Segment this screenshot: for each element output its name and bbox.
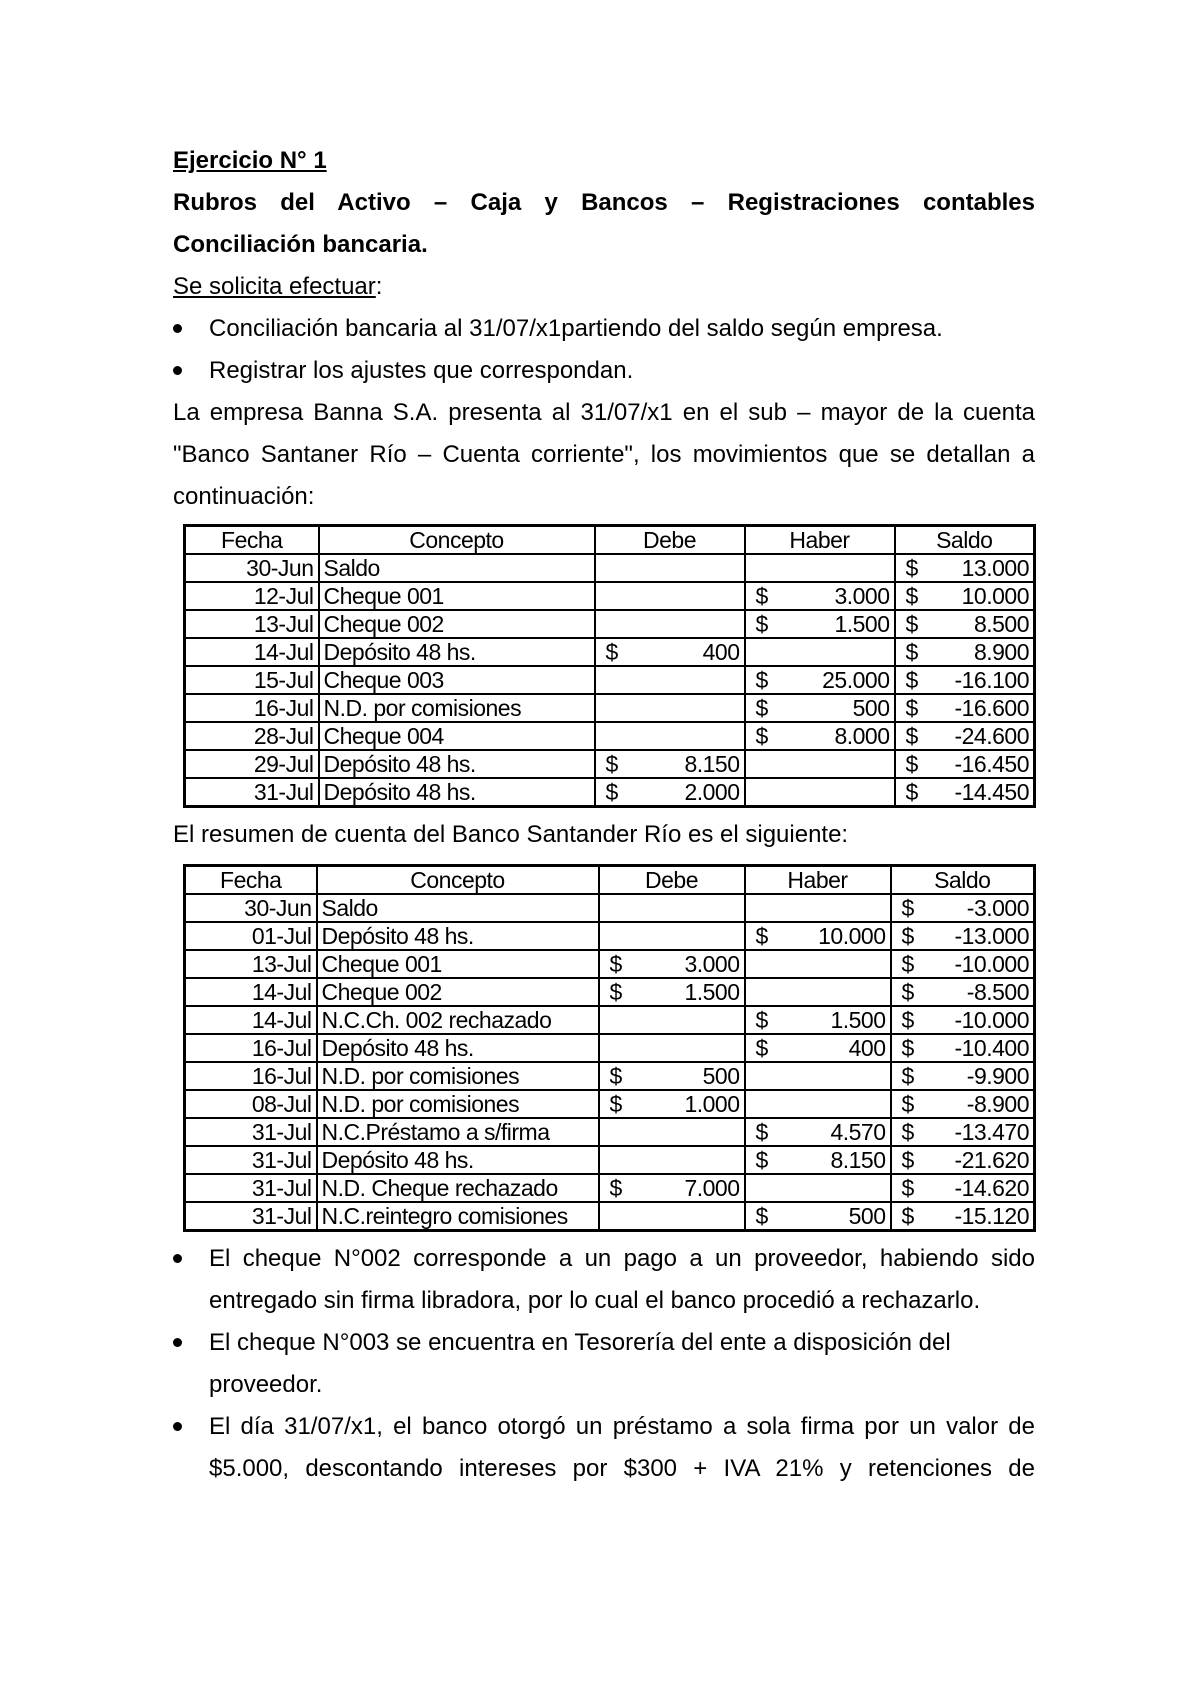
cell-saldo bbox=[895, 778, 1035, 807]
cell-fecha: 30-Jun bbox=[185, 894, 317, 922]
bank-intro: El resumen de cuenta del Banco Santander Río es el siguiente: bbox=[173, 821, 849, 848]
amount-saldo: -9.900 bbox=[966, 1063, 1029, 1089]
note2-line2: proveedor. bbox=[209, 1371, 323, 1398]
amount-saldo: -8.500 bbox=[966, 979, 1029, 1005]
intro-line3: continuación: bbox=[173, 483, 315, 510]
cell-debe bbox=[599, 1006, 745, 1034]
currency-symbol: $ bbox=[609, 1175, 622, 1201]
cell-debe bbox=[599, 1174, 745, 1202]
cell-saldo bbox=[891, 1006, 1035, 1034]
currency-symbol: $ bbox=[901, 895, 914, 921]
amount-debe: 500 bbox=[702, 1063, 740, 1089]
cell-saldo bbox=[891, 1062, 1035, 1090]
amount-saldo: -15.120 bbox=[954, 1203, 1029, 1229]
currency-symbol: $ bbox=[755, 1147, 768, 1173]
amount-saldo: -13.000 bbox=[954, 923, 1029, 949]
header-fecha: Fecha bbox=[185, 866, 317, 895]
cell-saldo bbox=[891, 1034, 1035, 1062]
header-concepto: Concepto bbox=[317, 866, 599, 895]
cell-fecha: 13-Jul bbox=[185, 610, 319, 638]
cell-haber bbox=[745, 694, 895, 722]
amount-haber: 500 bbox=[852, 695, 890, 721]
table-row bbox=[185, 610, 1035, 638]
currency-symbol: $ bbox=[755, 583, 768, 609]
cell-debe bbox=[599, 1034, 745, 1062]
table-row bbox=[185, 1034, 1035, 1062]
cell-fecha: 01-Jul bbox=[185, 922, 317, 950]
amount-saldo: -16.600 bbox=[954, 695, 1029, 721]
amount-saldo: -21.620 bbox=[954, 1147, 1029, 1173]
cell-haber bbox=[745, 666, 895, 694]
cell-concepto: Cheque 002 bbox=[319, 610, 595, 638]
cell-haber bbox=[745, 554, 895, 582]
cell-debe bbox=[595, 694, 745, 722]
cell-fecha: 14-Jul bbox=[185, 978, 317, 1006]
table-row bbox=[185, 1118, 1035, 1146]
table-row bbox=[185, 722, 1035, 750]
cell-saldo bbox=[891, 894, 1035, 922]
cell-fecha: 31-Jul bbox=[185, 1174, 317, 1202]
cell-saldo bbox=[895, 638, 1035, 666]
table-row bbox=[185, 666, 1035, 694]
request-item: Conciliación bancaria al 31/07/x1partiendo del saldo según empresa. bbox=[173, 308, 1035, 350]
header-debe: Debe bbox=[599, 866, 745, 895]
amount-debe: 7.000 bbox=[684, 1175, 740, 1201]
cell-haber bbox=[745, 1006, 891, 1034]
currency-symbol: $ bbox=[755, 723, 768, 749]
header-haber: Haber bbox=[745, 866, 891, 895]
exercise-subtitle-line1: Rubros del Activo – Caja y Bancos – Registraciones contables bbox=[173, 189, 1035, 216]
cell-debe bbox=[599, 894, 745, 922]
cell-saldo bbox=[891, 1090, 1035, 1118]
cell-concepto: N.D. por comisiones bbox=[317, 1090, 599, 1118]
currency-symbol: $ bbox=[905, 695, 918, 721]
currency-symbol: $ bbox=[901, 1007, 914, 1033]
cell-saldo bbox=[891, 950, 1035, 978]
currency-symbol: $ bbox=[901, 1147, 914, 1173]
amount-debe: 1.500 bbox=[684, 979, 740, 1005]
currency-symbol: $ bbox=[755, 1007, 768, 1033]
request-item: Registrar los ajustes que correspondan. bbox=[173, 350, 1035, 392]
header-saldo: Saldo bbox=[895, 526, 1035, 555]
currency-symbol: $ bbox=[901, 1175, 914, 1201]
table-row bbox=[185, 950, 1035, 978]
table-row bbox=[185, 922, 1035, 950]
currency-symbol: $ bbox=[901, 951, 914, 977]
note3-line2: $5.000, descontando intereses por $300 + IVA 21% y retenciones de bbox=[209, 1455, 1035, 1482]
cell-debe bbox=[599, 950, 745, 978]
cell-concepto: Cheque 004 bbox=[319, 722, 595, 750]
table-row bbox=[185, 1146, 1035, 1174]
cell-fecha: 31-Jul bbox=[185, 1202, 317, 1231]
cell-haber bbox=[745, 894, 891, 922]
amount-debe: 8.150 bbox=[684, 751, 740, 777]
cell-concepto: N.C.reintegro comisiones bbox=[317, 1202, 599, 1231]
cell-concepto: Depósito 48 hs. bbox=[317, 1034, 599, 1062]
cell-haber bbox=[745, 610, 895, 638]
cell-concepto: Depósito 48 hs. bbox=[317, 1146, 599, 1174]
amount-debe: 3.000 bbox=[684, 951, 740, 977]
amount-haber: 1.500 bbox=[834, 611, 890, 637]
currency-symbol: $ bbox=[755, 611, 768, 637]
header-haber: Haber bbox=[745, 526, 895, 555]
currency-symbol: $ bbox=[905, 583, 918, 609]
cell-concepto: Depósito 48 hs. bbox=[317, 922, 599, 950]
cell-concepto: N.D. Cheque rechazado bbox=[317, 1174, 599, 1202]
cell-fecha: 14-Jul bbox=[185, 638, 319, 666]
cell-saldo bbox=[895, 722, 1035, 750]
cell-haber bbox=[745, 1034, 891, 1062]
amount-saldo: -16.450 bbox=[954, 751, 1029, 777]
cell-haber bbox=[745, 778, 895, 807]
cell-haber bbox=[745, 750, 895, 778]
cell-fecha: 16-Jul bbox=[185, 1034, 317, 1062]
company-ledger-table bbox=[183, 524, 1036, 808]
table-row bbox=[185, 1062, 1035, 1090]
cell-debe bbox=[595, 638, 745, 666]
table-row bbox=[185, 638, 1035, 666]
cell-debe bbox=[595, 722, 745, 750]
bank-statement-table bbox=[183, 864, 1036, 1232]
currency-symbol: $ bbox=[605, 779, 618, 805]
cell-haber bbox=[745, 1174, 891, 1202]
cell-saldo bbox=[895, 610, 1035, 638]
bank-statement-body bbox=[185, 894, 1035, 1231]
amount-saldo: -13.470 bbox=[954, 1119, 1029, 1145]
cell-saldo bbox=[891, 922, 1035, 950]
cell-haber bbox=[745, 922, 891, 950]
cell-concepto: N.D. por comisiones bbox=[319, 694, 595, 722]
cell-haber bbox=[745, 638, 895, 666]
table-row bbox=[185, 978, 1035, 1006]
document-body bbox=[173, 140, 1035, 1490]
amount-haber: 10.000 bbox=[818, 923, 886, 949]
currency-symbol: $ bbox=[755, 1119, 768, 1145]
amount-haber: 25.000 bbox=[822, 667, 890, 693]
cell-fecha: 14-Jul bbox=[185, 1006, 317, 1034]
header-saldo: Saldo bbox=[891, 866, 1035, 895]
currency-symbol: $ bbox=[901, 1035, 914, 1061]
cell-saldo bbox=[891, 1174, 1035, 1202]
intro-line2: "Banco Santaner Río – Cuenta corriente", los movimientos que se detallan a bbox=[173, 441, 1035, 468]
header-fecha: Fecha bbox=[185, 526, 319, 555]
amount-haber: 500 bbox=[848, 1203, 886, 1229]
amount-debe: 2.000 bbox=[684, 779, 740, 805]
table-row bbox=[185, 582, 1035, 610]
cell-haber bbox=[745, 1118, 891, 1146]
note1-line2: entregado sin firma libradora, por lo cual el banco procedió a rechazarlo. bbox=[209, 1287, 981, 1314]
exercise-subtitle-line2: Conciliación bancaria. bbox=[173, 231, 428, 258]
currency-symbol: $ bbox=[905, 779, 918, 805]
amount-haber: 8.150 bbox=[830, 1147, 886, 1173]
cell-fecha: 12-Jul bbox=[185, 582, 319, 610]
amount-debe: 400 bbox=[702, 639, 740, 665]
table-row bbox=[185, 778, 1035, 807]
cell-debe bbox=[595, 610, 745, 638]
cell-saldo bbox=[895, 582, 1035, 610]
cell-debe bbox=[599, 978, 745, 1006]
cell-debe bbox=[599, 922, 745, 950]
table-row bbox=[185, 694, 1035, 722]
cell-saldo bbox=[891, 1146, 1035, 1174]
cell-debe bbox=[599, 1090, 745, 1118]
table-row bbox=[185, 1006, 1035, 1034]
cell-debe bbox=[599, 1146, 745, 1174]
table-header-row bbox=[185, 526, 1035, 555]
note3-line1: El día 31/07/x1, el banco otorgó un préstamo a sola firma por un valor de bbox=[173, 1406, 1035, 1448]
request-label: Se solicita efectuar bbox=[173, 273, 376, 300]
cell-fecha: 16-Jul bbox=[185, 1062, 317, 1090]
currency-symbol: $ bbox=[901, 1119, 914, 1145]
currency-symbol: $ bbox=[901, 1091, 914, 1117]
amount-saldo: 10.000 bbox=[961, 583, 1029, 609]
currency-symbol: $ bbox=[901, 1063, 914, 1089]
cell-concepto: Depósito 48 hs. bbox=[319, 778, 595, 807]
table-row bbox=[185, 1202, 1035, 1231]
cell-fecha: 31-Jul bbox=[185, 1146, 317, 1174]
note1-line1: El cheque N°002 corresponde a un pago a un proveedor, habiendo sido bbox=[173, 1238, 1035, 1280]
cell-concepto: N.C.Ch. 002 rechazado bbox=[317, 1006, 599, 1034]
cell-debe bbox=[595, 554, 745, 582]
cell-concepto: Cheque 002 bbox=[317, 978, 599, 1006]
amount-haber: 1.500 bbox=[830, 1007, 886, 1033]
amount-saldo: 13.000 bbox=[961, 555, 1029, 581]
cell-fecha: 08-Jul bbox=[185, 1090, 317, 1118]
currency-symbol: $ bbox=[905, 639, 918, 665]
cell-fecha: 28-Jul bbox=[185, 722, 319, 750]
intro-line1: La empresa Banna S.A. presenta al 31/07/x1 en el sub – mayor de la cuenta bbox=[173, 399, 1035, 426]
amount-haber: 400 bbox=[848, 1035, 886, 1061]
request-colon: : bbox=[375, 273, 383, 300]
currency-symbol: $ bbox=[905, 667, 918, 693]
cell-haber bbox=[745, 1146, 891, 1174]
table-row bbox=[185, 750, 1035, 778]
amount-saldo: -16.100 bbox=[954, 667, 1029, 693]
cell-concepto: Cheque 003 bbox=[319, 666, 595, 694]
cell-debe bbox=[595, 582, 745, 610]
cell-haber bbox=[745, 950, 891, 978]
currency-symbol: $ bbox=[905, 751, 918, 777]
cell-concepto: Cheque 001 bbox=[317, 950, 599, 978]
amount-saldo: -14.620 bbox=[954, 1175, 1029, 1201]
cell-haber bbox=[745, 722, 895, 750]
amount-saldo: 8.500 bbox=[973, 611, 1029, 637]
cell-debe bbox=[595, 778, 745, 807]
currency-symbol: $ bbox=[605, 639, 618, 665]
cell-concepto: N.D. por comisiones bbox=[317, 1062, 599, 1090]
amount-haber: 8.000 bbox=[834, 723, 890, 749]
amount-saldo: -8.900 bbox=[966, 1091, 1029, 1117]
header-debe: Debe bbox=[595, 526, 745, 555]
cell-saldo bbox=[895, 666, 1035, 694]
currency-symbol: $ bbox=[755, 695, 768, 721]
cell-fecha: 13-Jul bbox=[185, 950, 317, 978]
exercise-title: Ejercicio N° 1 bbox=[173, 147, 327, 174]
cell-saldo bbox=[891, 978, 1035, 1006]
currency-symbol: $ bbox=[609, 979, 622, 1005]
cell-concepto: Depósito 48 hs. bbox=[319, 638, 595, 666]
cell-fecha: 31-Jul bbox=[185, 778, 319, 807]
cell-fecha: 16-Jul bbox=[185, 694, 319, 722]
cell-debe bbox=[595, 666, 745, 694]
currency-symbol: $ bbox=[609, 1091, 622, 1117]
table-header-row bbox=[185, 866, 1035, 895]
cell-haber bbox=[745, 978, 891, 1006]
amount-haber: 4.570 bbox=[830, 1119, 886, 1145]
cell-saldo bbox=[895, 554, 1035, 582]
cell-concepto: Cheque 001 bbox=[319, 582, 595, 610]
request-heading bbox=[173, 266, 1035, 308]
currency-symbol: $ bbox=[905, 611, 918, 637]
currency-symbol: $ bbox=[901, 1203, 914, 1229]
table-row bbox=[185, 1174, 1035, 1202]
currency-symbol: $ bbox=[609, 1063, 622, 1089]
table-row bbox=[185, 894, 1035, 922]
note2-line1: El cheque N°003 se encuentra en Tesorería del ente a disposición del bbox=[173, 1322, 1035, 1364]
cell-fecha: 29-Jul bbox=[185, 750, 319, 778]
cell-concepto: N.C.Préstamo a s/firma bbox=[317, 1118, 599, 1146]
amount-saldo: -10.000 bbox=[954, 951, 1029, 977]
amount-debe: 1.000 bbox=[684, 1091, 740, 1117]
amount-saldo: -24.600 bbox=[954, 723, 1029, 749]
amount-saldo: -10.400 bbox=[954, 1035, 1029, 1061]
amount-saldo: -10.000 bbox=[954, 1007, 1029, 1033]
cell-saldo bbox=[891, 1118, 1035, 1146]
cell-haber bbox=[745, 1202, 891, 1231]
amount-saldo: -14.450 bbox=[954, 779, 1029, 805]
amount-haber: 3.000 bbox=[834, 583, 890, 609]
currency-symbol: $ bbox=[609, 951, 622, 977]
currency-symbol: $ bbox=[901, 923, 914, 949]
cell-concepto: Depósito 48 hs. bbox=[319, 750, 595, 778]
currency-symbol: $ bbox=[755, 667, 768, 693]
currency-symbol: $ bbox=[905, 555, 918, 581]
cell-saldo bbox=[891, 1202, 1035, 1231]
currency-symbol: $ bbox=[605, 751, 618, 777]
cell-debe bbox=[599, 1202, 745, 1231]
table-row bbox=[185, 554, 1035, 582]
currency-symbol: $ bbox=[905, 723, 918, 749]
amount-saldo: 8.900 bbox=[973, 639, 1029, 665]
cell-saldo bbox=[895, 694, 1035, 722]
currency-symbol: $ bbox=[755, 923, 768, 949]
cell-concepto: Saldo bbox=[317, 894, 599, 922]
company-ledger-body bbox=[185, 554, 1035, 807]
currency-symbol: $ bbox=[755, 1035, 768, 1061]
cell-debe bbox=[599, 1118, 745, 1146]
cell-debe bbox=[595, 750, 745, 778]
currency-symbol: $ bbox=[755, 1203, 768, 1229]
cell-debe bbox=[599, 1062, 745, 1090]
currency-symbol: $ bbox=[901, 979, 914, 1005]
amount-saldo: -3.000 bbox=[966, 895, 1029, 921]
cell-haber bbox=[745, 1062, 891, 1090]
cell-saldo bbox=[895, 750, 1035, 778]
cell-fecha: 15-Jul bbox=[185, 666, 319, 694]
cell-haber bbox=[745, 1090, 891, 1118]
table-row bbox=[185, 1090, 1035, 1118]
cell-concepto: Saldo bbox=[319, 554, 595, 582]
cell-fecha: 30-Jun bbox=[185, 554, 319, 582]
cell-fecha: 31-Jul bbox=[185, 1118, 317, 1146]
cell-haber bbox=[745, 582, 895, 610]
header-concepto: Concepto bbox=[319, 526, 595, 555]
